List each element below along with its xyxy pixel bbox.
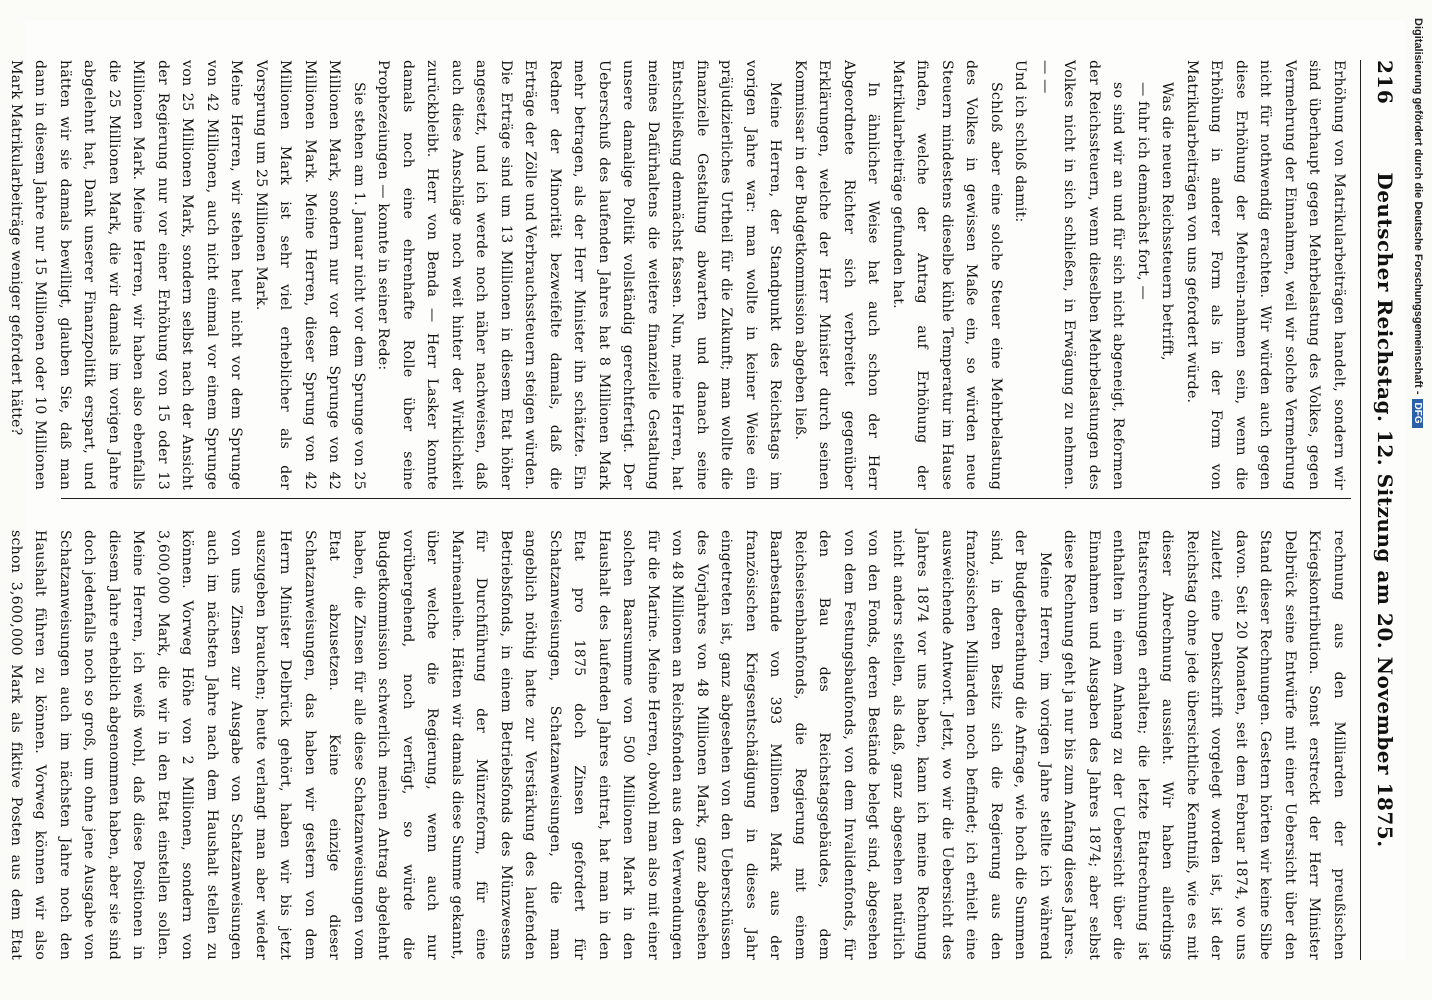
- paragraph: Schloß aber eine solche Steuer eine Mehrbelastung des Volkes in gewissen Maße ein, so würden neue Steuern mindestens dieselbe kühle Temperatur im Hause finden, welche der Antrag auf Erhöhung der Matrikularbeiträge gefunden hat.: [890, 60, 1004, 490]
- paragraph: so sind wir an und für sich nicht abgeneigt, Reformen der Reichssteuern, wenn dieselben Mehrbelastungen des Volkes nicht in sich schließen, in Erwägung zu nehmen. — —: [1037, 60, 1127, 490]
- header-rule: [1360, 60, 1361, 960]
- left-column: [0, 60, 1351, 490]
- paragraph: Meine Herren, wir stehen heut nicht vor dem Sprunge von 42 Millionen, auch nicht einmal vor einem Sprunge von 25 Millionen Mark, sondern selbst nach der Ansicht der Regierung nur vor einer Erhöhung von 15 oder 13 Millionen Mark. Meine Herren, wir haben also ebenfalls die 25 Millionen Mark, die wir damals im vorigen Jahre abgelehnt hat, Dank unserer Finanzpolitik erspart, und hätten wir sie damals bewilligt, glauben Sie, daß man dann in diesem Jahre nur 15 Millionen oder 10 Millionen Mark Matrikularbeiträge weniger gefordert hätte?: [8, 60, 245, 490]
- dfg-logo: DFG: [1412, 399, 1423, 428]
- paragraph: Erhöhung von Matrikularbeiträgen handelt, sondern wir sind überhaupt gegen Mehrbelastung des Volkes, gegen Vermehrung der Einnahmen, weil wir solche Vermehrung nicht für nothwendig erachten. Wir würden auch gegen diese Erhöhung der Mehrein-nahmen sein, wenn die Erhöhung in anderer Form als in der Form von Matrikularbeiträgen von uns gefordert würde.: [1184, 60, 1347, 490]
- document-page: [8, 20, 1405, 960]
- paragraph: Sie stehen am 1. Januar nicht vor dem Sprunge von 25 Millionen Mark, sondern nur vor dem Sprunge von 42 Millionen Mark. Meine Herren, dieser Sprung von 42 Millionen Mark ist sehr viel erheblicher als der Vorsprung um 25 Millionen Mark.: [253, 60, 367, 490]
- column-divider: [61, 498, 1351, 499]
- paragraph: Und ich schloß damit:: [1012, 60, 1029, 223]
- paragraph: In ähnlicher Weise hat auch schon der Herr Abgeordnete Richter sich verbreitet gegenüber Erklärungen, welche der Herr Minister durch seinen Kommissar in der Budgetkommission abgeben ließ.: [792, 60, 882, 490]
- page-number: 216: [1373, 60, 1397, 105]
- paragraph: Meine Herren, im vorigen Jahre stellte ich während der Budgetberathung die Anfrage, wie hoch die Summen sind, in deren Besitz sich die Regierung aus den französischen Milliarden noch befindet; ich erhielt eine ausweichende Antwort. Jetzt, wo wir die Uebersicht des Jahres 1874 vor uns haben, kann ich meine Rechnung nicht anders stellen, als daß, ganz abgesehen natürlich von den Fonds, deren Bestände belegt sind, abgesehen von dem Festungsbaufonds, von dem Invalidenfonds, für den Bau des Reichstagsgebäudes, dem Reichseisenbahnfonds, die Regierung mit einem Baarbestande von 393 Millionen Mark aus der französischen Kriegsentschädigung in dieses Jahr eingetreten ist, ganz abgesehen von den Ueberschüssen des Vorjahres von 48 Millionen Mark, ganz abgesehen von 48 Millionen an Reichsfonden aus den Verwendungen für die Marine. Meine Herren, obwohl man also mit einer solchen Baarsumme von 500 Millionen Mark in den Haushalt des laufenden Jahres eintrat, hat man in den Etat pro 1875 doch Zinsen gefordert für Schatzanweisungen, Schatzanweisungen, die man angeblich nöthig hatte zur Verstärkung des laufenden Betriebsfonds, in einem Betriebsfonds des Münzwesens für Durchführung der Münzreform, für eine Marineanleihe. Hätten wir damals diese Summe gekannt, über welche die Regierung, wenn auch nur vorübergehend, noch verfügt, so würde die Budgetkommission schwerlich meinen Antrag abgelehnt haben, die Zinsen für alle diese Schatzanweisungen vom Etat abzusetzen. Keine einzige dieser Schatzanweisungen, das haben wir gestern von dem Herrn Minister Delbrück gehört, haben wir bis jetzt auszugeben brauchen; heute verlangt man aber wieder von uns Zinsen zur Ausgabe von Schatzanweisungen auch im nächsten Jahre nach dem Haushalt stellen zu können. Vorweg Höhe von 2 Millionen, sondern von 3,600,000 Mark, die wir in den Etat einstellen sollen. Meine Herren, ich weiß wohl, daß diese Positionen in diesem Jahre erheblich abgenommen haben, aber sie sind doch jedenfalls noch so groß, um ohne jene Ausgabe von Schatzanweisungen auch im nächsten Jahre noch den Haushalt führen zu können. Vorweg können wir also schon 3,600,000 Mark als fiktive Posten aus dem Etat: [8, 530, 1053, 960]
- paragraph: rechnung aus den Milliarden der preußischen Kriegskontribution. Sonst erstreckt der Herr Minister Delbrück seine Entwürfe mit einer Uebersicht über den Stand dieser Rechnungen. Gestern hörten wir keine Silbe davon. Seit 20 Monaten, seit dem Februar 1874, wo uns zuletzt eine Denkschrift vorgelegt worden ist, ist der Reichstag ohne jede übersichtliche Kenntniß, wie es mit dieser Abrechnung aussieht. Wir haben allerdings Etatsrechnungen erhalten; die letzte Etatrechnung ist enthalten in einem Anhang zu der Uebersicht über die Einnahmen und Ausgaben des Jahres 1874; aber selbst diese Rechnung geht ja nur bis zum Anfang dieses Jahres.: [1061, 530, 1347, 960]
- paragraph: — fuhr ich demnächst fort, —: [1135, 82, 1151, 300]
- page-title: Deutscher Reichstag. 12. Sitzung am 20. November 1875.: [1373, 172, 1397, 848]
- digitization-credit: [1412, 18, 1424, 428]
- paragraph: Was die neuen Reichssteuern betrifft,: [1159, 82, 1176, 361]
- credit-text: Digitalisierung gefördert durch die Deutsche Forschungsgemeinschaft -: [1412, 18, 1424, 395]
- page-header: [1357, 60, 1397, 960]
- paragraph: Meine Herren, der Standpunkt des Reichstags im vorigen Jahre war: man wollte in keiner Weise ein präjudizierliches Urtheil für die Zukunft; man wollte die finanzielle Gestaltung abwarten und danach seine Entschließung demnächst fassen. Nun, meine Herren, hat meines Dafürhaltens die weitere finanzielle Gestaltung unsere damalige Politik vollständig gerechtfertigt. Der Ueberschuß des laufenden Jahres hat 8 Millionen Mark mehr betragen, als der Herr Minister ihn schätzte. Ein Redner der Minorität bezweifelte damals, daß die Erträge der Zölle und Verbrauchssteuern steigen würden. Die Erträge sind um 13 Millionen in diesem Etat höher angesetzt, und ich werde noch näher nachweisen, daß auch diese Anschläge noch weit hinter der Wirklichkeit zurückbleibt. Herr von Benda — Herr Lasker konnte damals noch eine ehrenhafte Rolle über seine Prophezeiungen — konnte in seiner Rede:: [375, 60, 784, 490]
- right-column: [0, 530, 1351, 960]
